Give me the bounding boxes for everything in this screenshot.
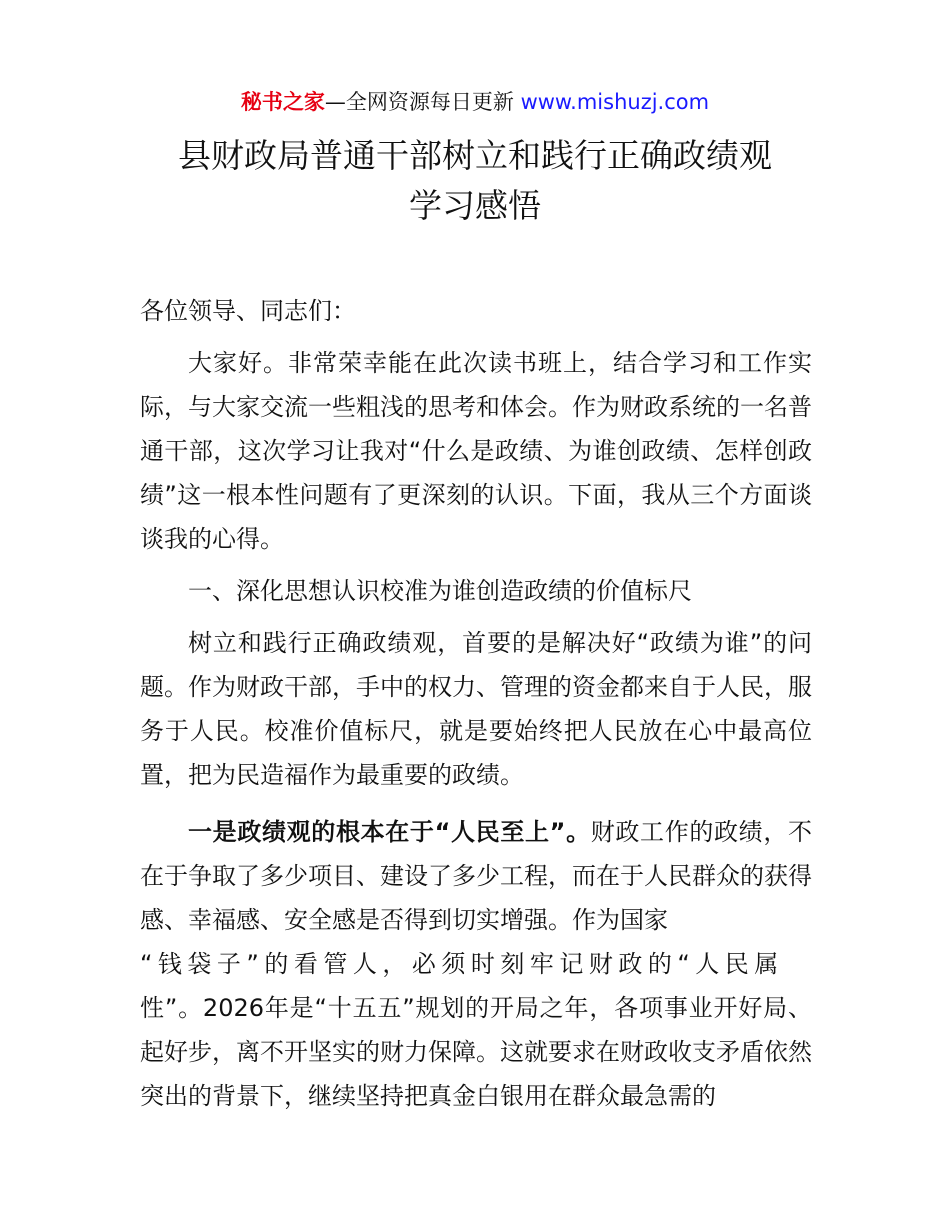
section-heading-1: 一、深化思想认识校准为谁创造政绩的价值标尺: [188, 577, 692, 605]
site-header: [0, 88, 950, 116]
point-1-lead: 一是政绩观的根本在于“人民至上”。: [188, 818, 591, 846]
site-name: 秘书之家: [240, 90, 325, 114]
document-title: [0, 131, 950, 231]
point-1-text-b: “钱袋子”的看管人，必须时刻牢记财政的“人民属: [140, 950, 784, 978]
paragraph-section-1: 树立和践行正确政绩观，首要的是解决好“政绩为谁”的问题。作为财政干部，手中的权力、管理的资金都来自于人民，服务于人民。校准价值标尺，就是要始终把人民放在心中最高位置，把为民造福作为最重要的政绩。: [140, 629, 812, 789]
title-line-2: 学习感悟: [409, 186, 541, 225]
point-1-text-c: 性”。2026年是“十五五”规划的开局之年，各项事业开好局、起好步，离不开坚实的财力保障。这就要求在财政收支矛盾依然突出的背景下，继续坚持把真金白银用在群众最急需的: [140, 994, 812, 1110]
document-body: [140, 289, 812, 1118]
salutation: 各位领导、同志们：: [140, 297, 356, 325]
site-tagline: —全网资源每日更新: [324, 90, 514, 114]
paragraph-intro: 大家好。非常荣幸能在此次读书班上，结合学习和工作实际，与大家交流一些粗浅的思考和体会。作为财政系统的一名普通干部，这次学习让我对“什么是政绩、为谁创政绩、怎样创政绩”这一根本性问题有了更深刻的认识。下面，我从三个方面谈谈我的心得。: [140, 349, 812, 553]
site-url-link[interactable]: www.mishuzj.com: [520, 90, 710, 114]
point-1-text-a: 财政工作的政绩，不在于争取了多少项目、建设了多少工程，而在于人民群众的获得感、幸福感、安全感是否得到切实增强。作为国家: [140, 818, 812, 934]
title-line-1: 县财政局普通干部树立和践行正确政绩观: [178, 136, 772, 175]
paragraph-point-1: [140, 810, 812, 1118]
